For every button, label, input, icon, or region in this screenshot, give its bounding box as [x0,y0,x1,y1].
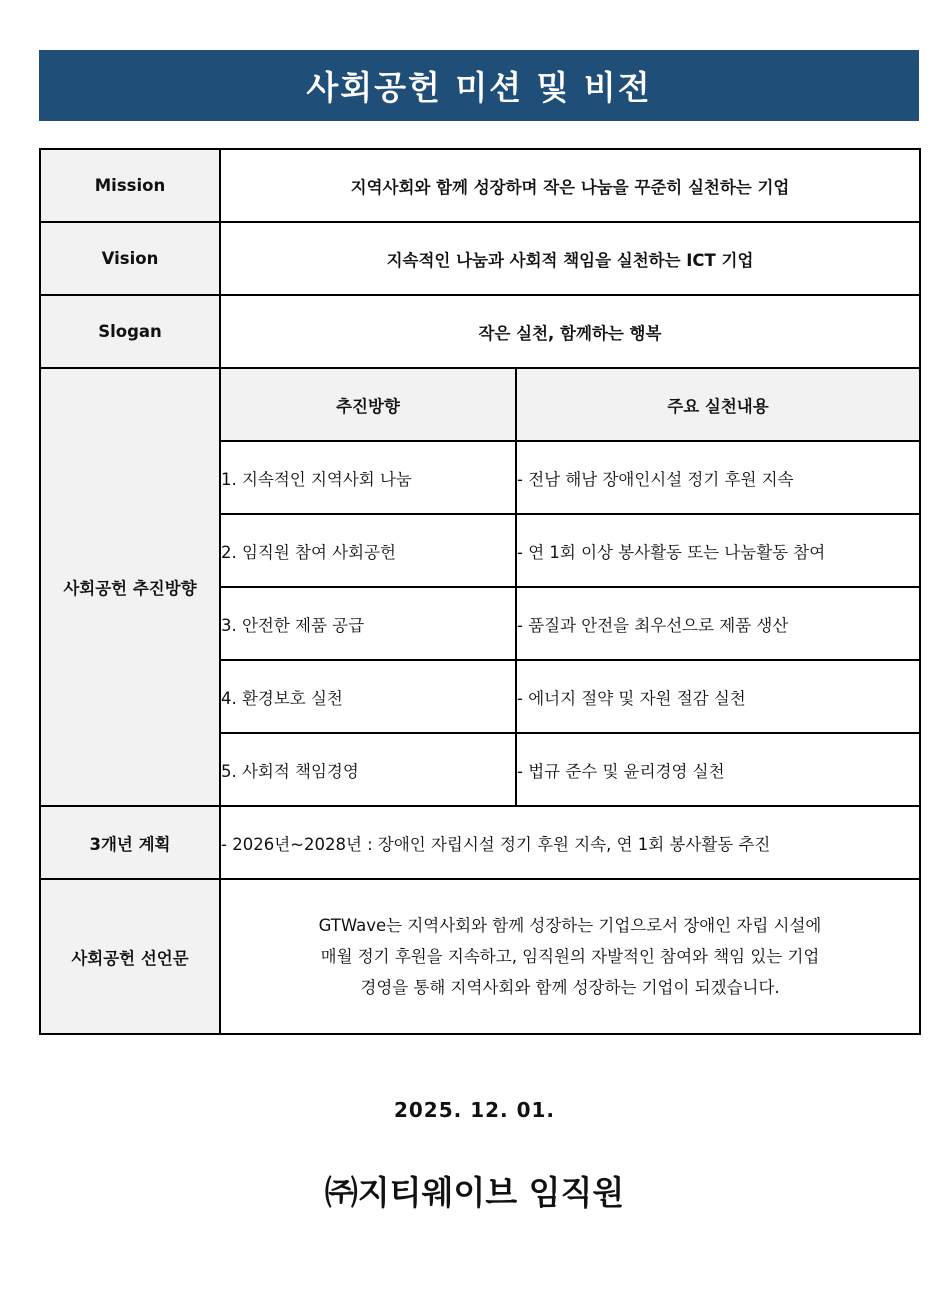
direction-column-header: 추진방향 [220,368,516,441]
content-cell: - 연 1회 이상 봉사활동 또는 나눔활동 참여 [516,514,920,587]
content-cell: - 에너지 절약 및 자원 절감 실천 [516,660,920,733]
direction-cell: 1. 지속적인 지역사회 나눔 [220,441,516,514]
content-cell: - 법규 준수 및 윤리경영 실천 [516,733,920,806]
plan-row [40,806,920,879]
declaration-label: 사회공헌 선언문 [40,879,220,1034]
plan-label: 3개년 계획 [40,806,220,879]
directions-header-row [40,368,920,441]
company-signature: ㈜지티웨이브 임직원 [324,1173,625,1212]
plan-value: - 2026년~2028년 : 장애인 자립시설 정기 후원 지속, 연 1회 봉사활동 추진 [220,806,920,879]
declaration-line: 경영을 통해 지역사회와 함께 성장하는 기업이 되겠습니다. [360,978,780,997]
csr-table [39,148,921,1035]
title-banner [39,50,919,121]
declaration-line: GTWave는 지역사회와 함께 성장하는 기업으로서 장애인 자립 시설에 [318,916,822,935]
declaration-row [40,879,920,1034]
document-date: 2025. 12. 01. [393,1098,556,1122]
direction-cell: 3. 안전한 제품 공급 [220,587,516,660]
declaration-text [220,879,920,1034]
page-title: 사회공헌 미션 및 비전 [306,68,652,107]
vision-label: Vision [40,222,220,295]
vision-row [40,222,920,295]
direction-cell: 2. 임직원 참여 사회공헌 [220,514,516,587]
content-cell: - 전남 해남 장애인시설 정기 후원 지속 [516,441,920,514]
content-cell: - 품질과 안전을 최우선으로 제품 생산 [516,587,920,660]
slogan-value: 작은 실천, 함께하는 행복 [220,295,920,368]
mission-value: 지역사회와 함께 성장하며 작은 나눔을 꾸준히 실천하는 기업 [220,149,920,222]
vision-value: 지속적인 나눔과 사회적 책임을 실천하는 ICT 기업 [220,222,920,295]
slogan-row [40,295,920,368]
direction-cell: 4. 환경보호 실천 [220,660,516,733]
content-column-header: 주요 실천내용 [516,368,920,441]
mission-row [40,149,920,222]
directions-label: 사회공헌 추진방향 [40,368,220,806]
slogan-label: Slogan [40,295,220,368]
direction-cell: 5. 사회적 책임경영 [220,733,516,806]
mission-label: Mission [40,149,220,222]
declaration-line: 매월 정기 후원을 지속하고, 임직원의 자발적인 참여와 책임 있는 기업 [320,947,820,966]
